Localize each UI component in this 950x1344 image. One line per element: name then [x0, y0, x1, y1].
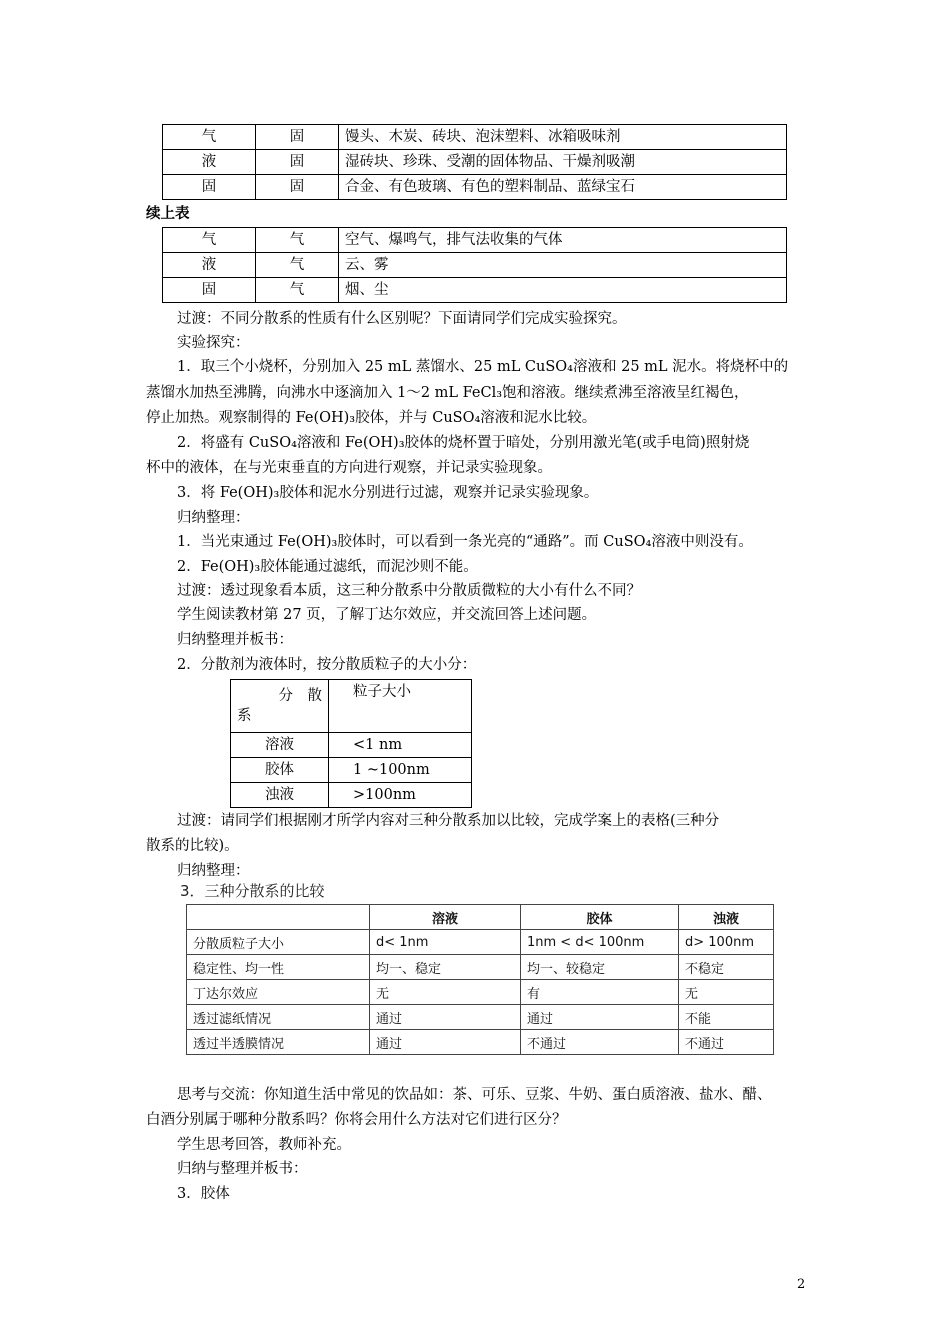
text-line: 蒸馏水加热至沸腾，向沸水中逐滴加入 1～2 mL FeCl₃饱和溶液。继续煮沸至溶液呈红褐色， [146, 385, 749, 401]
text-line: 2．分散剂为液体时，按分散质粒子的大小分： [177, 657, 477, 673]
table-cell: 稳定性、均一性 [187, 955, 370, 980]
table-cell: 不通过 [521, 1030, 679, 1055]
text-line: 学生阅读教材第 27 页，了解丁达尔效应，并交流回答上述问题。 [177, 607, 597, 623]
table-cell: 固 [163, 175, 256, 200]
table-header-cell [231, 680, 329, 733]
table-header-cell: 胶体 [521, 905, 679, 930]
table-row [163, 278, 787, 303]
table-cell: 液 [163, 150, 256, 175]
table-cell: 空气、爆鸣气，排气法收集的气体 [339, 228, 787, 253]
table-row [231, 733, 472, 758]
table-cell: 湿砖块、珍珠、受潮的固体物品、干燥剂吸潮 [339, 150, 787, 175]
table-cell: 固 [163, 278, 256, 303]
table-cell: 有 [521, 980, 679, 1005]
table-cell: 无 [370, 980, 521, 1005]
table-row [163, 228, 787, 253]
table-cell: 液 [163, 253, 256, 278]
table-row [163, 150, 787, 175]
table-cell: <1 nm [329, 733, 472, 758]
table-row [163, 175, 787, 200]
text-line: 散系的比较)。 [146, 838, 239, 854]
text-line: 归纳整理： [177, 863, 250, 879]
particle-size-table [230, 679, 472, 808]
table-row [231, 758, 472, 783]
table-cell: 1 ~100nm [329, 758, 472, 783]
table-cell: d> 100nm [679, 930, 774, 955]
table-cell: 丁达尔效应 [187, 980, 370, 1005]
table-row [187, 930, 774, 955]
table-cell: 气 [256, 278, 339, 303]
table-cell: 透过滤纸情况 [187, 1005, 370, 1030]
text-line: 归纳整理： [177, 510, 250, 526]
table-row [187, 980, 774, 1005]
text-line: 学生思考回答，教师补充。 [177, 1137, 351, 1153]
table-cell: 透过半透膜情况 [187, 1030, 370, 1055]
text-line: 过渡：请同学们根据刚才所学内容对三种分散系加以比较，完成学案上的表格(三种分 [177, 813, 720, 829]
table-header-cell: 溶液 [370, 905, 521, 930]
text-line: 停止加热。观察制得的 Fe(OH)₃胶体，并与 CuSO₄溶液和泥水比较。 [146, 410, 597, 426]
table-cell: 均一、稳定 [370, 955, 521, 980]
table-cell: 气 [256, 228, 339, 253]
table-cell: 胶体 [231, 758, 329, 783]
table-cell: 均一、较稳定 [521, 955, 679, 980]
table-header-cell: 浊液 [679, 905, 774, 930]
table-cell: 通过 [370, 1005, 521, 1030]
table-row [187, 905, 774, 930]
table-cell: 分散质粒子大小 [187, 930, 370, 955]
table-cell: 烟、尘 [339, 278, 787, 303]
table-cell: 不能 [679, 1005, 774, 1030]
table-cell: 气 [256, 253, 339, 278]
table-cell: 不通过 [679, 1030, 774, 1055]
comparison-table [186, 904, 774, 1055]
table-cell: d< 1nm [370, 930, 521, 955]
page-number: 2 [797, 1277, 806, 1292]
table-row [187, 1005, 774, 1030]
dispersion-table-1 [162, 124, 787, 200]
header-text: 系 [237, 708, 252, 724]
text-line: 实验探究： [177, 335, 250, 351]
table-cell: 固 [256, 175, 339, 200]
header-text: 分 散 [278, 688, 322, 704]
table-cell: 通过 [370, 1030, 521, 1055]
table-cell: 云、雾 [339, 253, 787, 278]
table-cell: 合金、有色玻璃、有色的塑料制品、蓝绿宝石 [339, 175, 787, 200]
comparison-title: 3．三种分散系的比较 [180, 882, 325, 900]
text-line: 思考与交流：你知道生活中常见的饮品如：茶、可乐、豆浆、牛奶、蛋白质溶液、盐水、醋、 [177, 1087, 772, 1103]
table-cell: 气 [163, 228, 256, 253]
text-line: 归纳与整理并板书： [177, 1161, 308, 1177]
table-row [187, 1030, 774, 1055]
text-line: 归纳整理并板书： [177, 632, 293, 648]
table-cell: 馒头、木炭、砖块、泡沫塑料、冰箱吸味剂 [339, 125, 787, 150]
table-row [163, 253, 787, 278]
continued-label: 续上表 [146, 205, 190, 222]
dispersion-table-2 [162, 227, 787, 303]
table-row [163, 125, 787, 150]
text-line: 2．将盛有 CuSO₄溶液和 Fe(OH)₃胶体的烧杯置于暗处，分别用激光笔(或手电筒)照射烧 [177, 435, 750, 451]
table-cell: 1nm < d< 100nm [521, 930, 679, 955]
table-cell: 固 [256, 125, 339, 150]
table-cell: 不稳定 [679, 955, 774, 980]
table-cell: 通过 [521, 1005, 679, 1030]
table-row [231, 783, 472, 808]
table-row [187, 955, 774, 980]
table-cell: 浊液 [231, 783, 329, 808]
table-cell: >100nm [329, 783, 472, 808]
text-line: 1．当光束通过 Fe(OH)₃胶体时，可以看到一条光亮的“通路”。而 CuSO₄溶液中则没有。 [177, 534, 753, 550]
table-cell: 无 [679, 980, 774, 1005]
text-line: 2．Fe(OH)₃胶体能通过滤纸，而泥沙则不能。 [177, 559, 478, 575]
text-line: 过渡：不同分散系的性质有什么区别呢？下面请同学们完成实验探究。 [177, 311, 627, 327]
text-line: 白酒分别属于哪种分散系吗？你将会用什么方法对它们进行区分？ [146, 1112, 567, 1128]
text-line: 过渡：透过现象看本质，这三种分散系中分散质微粒的大小有什么不同？ [177, 583, 641, 599]
text-line: 3．胶体 [177, 1186, 230, 1202]
table-header-cell [187, 905, 370, 930]
table-cell: 溶液 [231, 733, 329, 758]
text-line: 1．取三个小烧杯，分别加入 25 mL 蒸馏水、25 mL CuSO₄溶液和 25 mL 泥水。将烧杯中的 [177, 359, 789, 375]
text-line: 3．将 Fe(OH)₃胶体和泥水分别进行过滤，观察并记录实验现象。 [177, 485, 599, 501]
table-cell: 气 [163, 125, 256, 150]
text-line: 杯中的液体，在与光束垂直的方向进行观察，并记录实验现象。 [146, 460, 552, 476]
table-header-cell: 粒子大小 [329, 680, 472, 733]
table-row [231, 680, 472, 733]
table-cell: 固 [256, 150, 339, 175]
